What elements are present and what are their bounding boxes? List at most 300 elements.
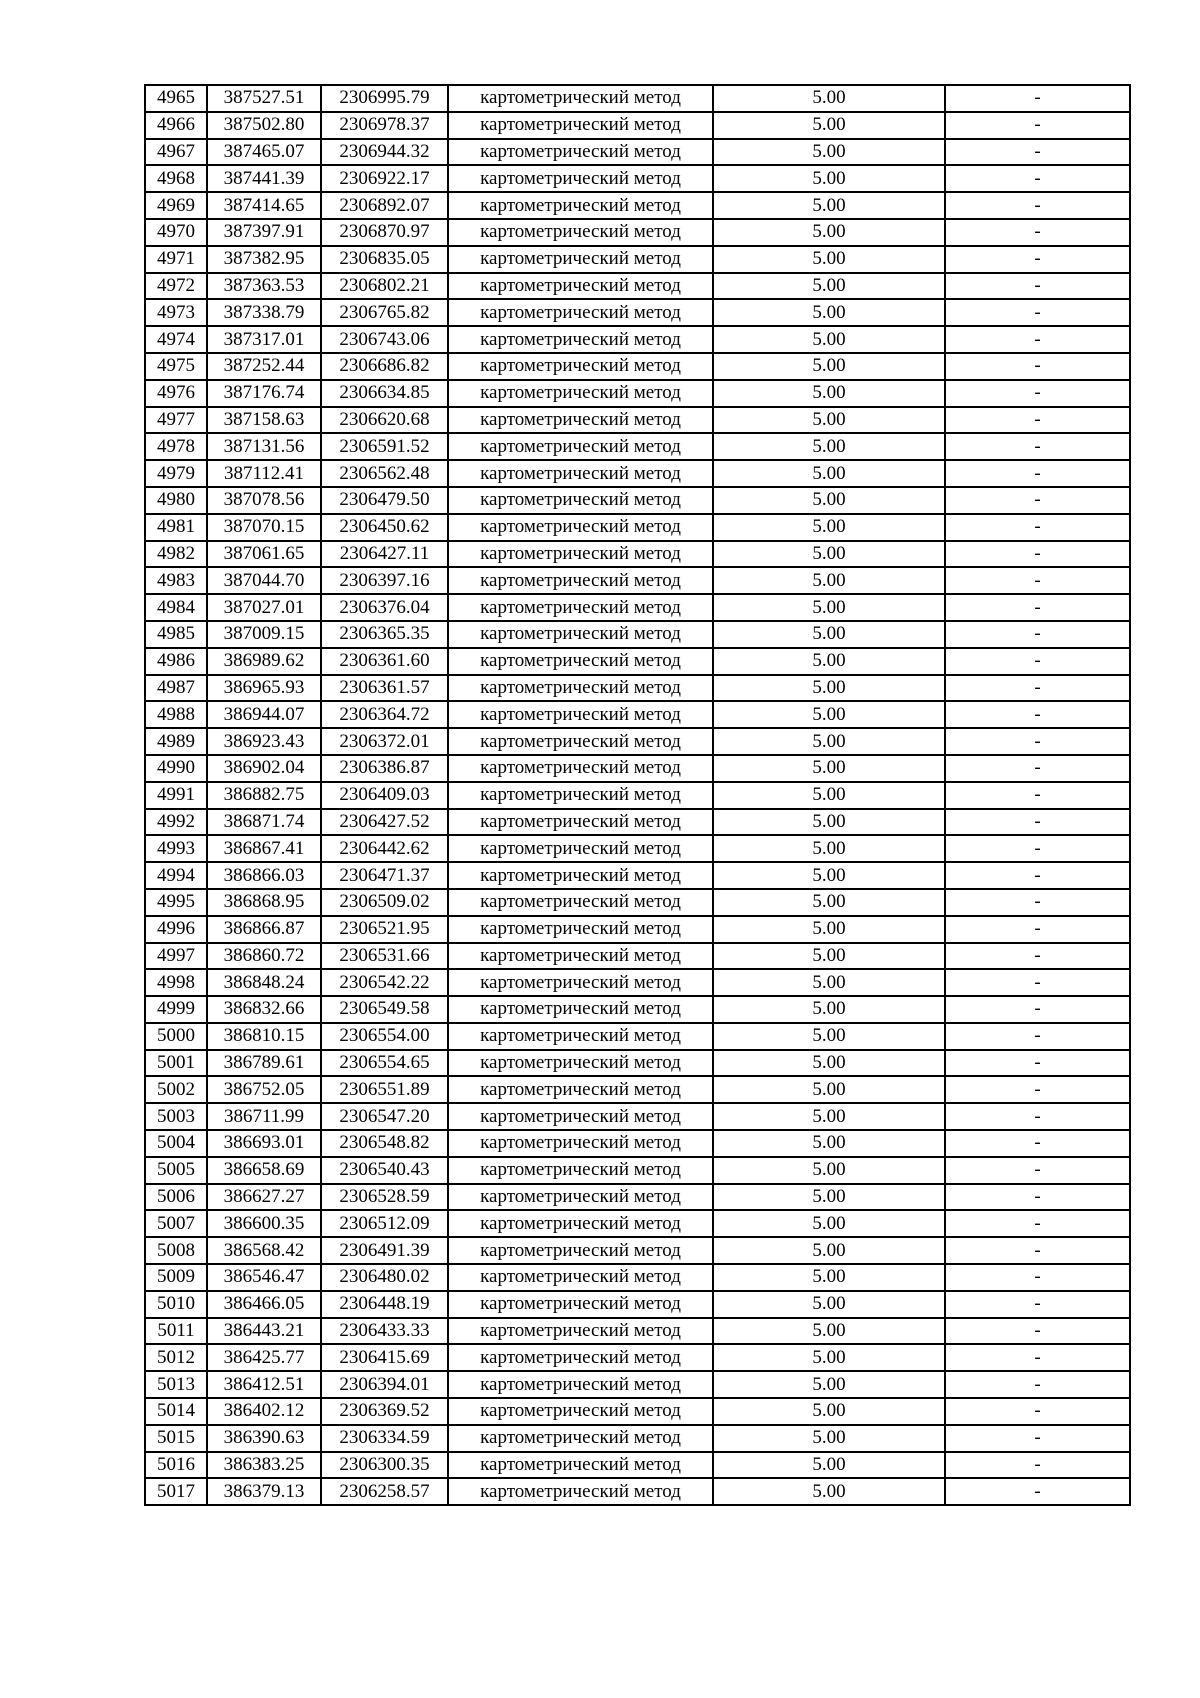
y-coordinate-cell: 2306591.52: [321, 433, 448, 460]
method-cell: картометрический метод: [448, 1210, 713, 1237]
table-row: [145, 1371, 1130, 1398]
y-coordinate-cell: 2306300.35: [321, 1452, 448, 1479]
table-row: [145, 1023, 1130, 1050]
point-number-cell: 4972: [145, 273, 207, 300]
note-cell: -: [945, 165, 1130, 192]
table-row: [145, 675, 1130, 702]
note-cell: -: [945, 219, 1130, 246]
table-row: [145, 1478, 1130, 1505]
accuracy-cell: 5.00: [713, 1344, 945, 1371]
method-cell: картометрический метод: [448, 1184, 713, 1211]
table-row: [145, 407, 1130, 434]
x-coordinate-cell: 387414.65: [207, 192, 321, 219]
accuracy-cell: 5.00: [713, 1157, 945, 1184]
y-coordinate-cell: 2306394.01: [321, 1371, 448, 1398]
point-number-cell: 4993: [145, 835, 207, 862]
accuracy-cell: 5.00: [713, 514, 945, 541]
note-cell: -: [945, 1264, 1130, 1291]
accuracy-cell: 5.00: [713, 1237, 945, 1264]
accuracy-cell: 5.00: [713, 1371, 945, 1398]
accuracy-cell: 5.00: [713, 862, 945, 889]
method-cell: картометрический метод: [448, 219, 713, 246]
table-row: [145, 1184, 1130, 1211]
table-row: [145, 1318, 1130, 1345]
y-coordinate-cell: 2306365.35: [321, 621, 448, 648]
table-row: [145, 246, 1130, 273]
note-cell: -: [945, 862, 1130, 889]
table-row: [145, 701, 1130, 728]
accuracy-cell: 5.00: [713, 246, 945, 273]
point-number-cell: 4994: [145, 862, 207, 889]
point-number-cell: 4991: [145, 782, 207, 809]
table-row: [145, 1103, 1130, 1130]
table-row: [145, 380, 1130, 407]
table-row: [145, 433, 1130, 460]
method-cell: картометрический метод: [448, 1264, 713, 1291]
accuracy-cell: 5.00: [713, 648, 945, 675]
y-coordinate-cell: 2306870.97: [321, 219, 448, 246]
note-cell: -: [945, 246, 1130, 273]
y-coordinate-cell: 2306531.66: [321, 943, 448, 970]
y-coordinate-cell: 2306479.50: [321, 487, 448, 514]
y-coordinate-cell: 2306634.85: [321, 380, 448, 407]
y-coordinate-cell: 2306528.59: [321, 1184, 448, 1211]
method-cell: картометрический метод: [448, 1452, 713, 1479]
accuracy-cell: 5.00: [713, 1425, 945, 1452]
note-cell: -: [945, 1157, 1130, 1184]
x-coordinate-cell: 386402.12: [207, 1398, 321, 1425]
method-cell: картометрический метод: [448, 701, 713, 728]
note-cell: -: [945, 1371, 1130, 1398]
accuracy-cell: 5.00: [713, 433, 945, 460]
y-coordinate-cell: 2306480.02: [321, 1264, 448, 1291]
point-number-cell: 4987: [145, 675, 207, 702]
method-cell: картометрический метод: [448, 1478, 713, 1505]
y-coordinate-cell: 2306765.82: [321, 299, 448, 326]
accuracy-cell: 5.00: [713, 1452, 945, 1479]
table-row: [145, 648, 1130, 675]
x-coordinate-cell: 386546.47: [207, 1264, 321, 1291]
y-coordinate-cell: 2306334.59: [321, 1425, 448, 1452]
table-row: [145, 969, 1130, 996]
y-coordinate-cell: 2306547.20: [321, 1103, 448, 1130]
note-cell: -: [945, 112, 1130, 139]
accuracy-cell: 5.00: [713, 326, 945, 353]
note-cell: -: [945, 1237, 1130, 1264]
note-cell: -: [945, 85, 1130, 112]
y-coordinate-cell: 2306442.62: [321, 835, 448, 862]
table-row: [145, 487, 1130, 514]
accuracy-cell: 5.00: [713, 1076, 945, 1103]
x-coordinate-cell: 387317.01: [207, 326, 321, 353]
method-cell: картометрический метод: [448, 353, 713, 380]
x-coordinate-cell: 386810.15: [207, 1023, 321, 1050]
method-cell: картометрический метод: [448, 755, 713, 782]
table-row: [145, 1076, 1130, 1103]
method-cell: картометрический метод: [448, 675, 713, 702]
x-coordinate-cell: 387061.65: [207, 541, 321, 568]
table-row: [145, 594, 1130, 621]
y-coordinate-cell: 2306554.00: [321, 1023, 448, 1050]
point-number-cell: 4984: [145, 594, 207, 621]
x-coordinate-cell: 386923.43: [207, 728, 321, 755]
method-cell: картометрический метод: [448, 782, 713, 809]
note-cell: -: [945, 1398, 1130, 1425]
table-row: [145, 621, 1130, 648]
point-number-cell: 4979: [145, 460, 207, 487]
note-cell: -: [945, 648, 1130, 675]
point-number-cell: 4970: [145, 219, 207, 246]
x-coordinate-cell: 386882.75: [207, 782, 321, 809]
table-row: [145, 299, 1130, 326]
note-cell: -: [945, 460, 1130, 487]
x-coordinate-cell: 387070.15: [207, 514, 321, 541]
point-number-cell: 4983: [145, 567, 207, 594]
table-row: [145, 1264, 1130, 1291]
table-row: [145, 916, 1130, 943]
y-coordinate-cell: 2306542.22: [321, 969, 448, 996]
accuracy-cell: 5.00: [713, 1210, 945, 1237]
point-number-cell: 4997: [145, 943, 207, 970]
table-row: [145, 273, 1130, 300]
note-cell: -: [945, 514, 1130, 541]
accuracy-cell: 5.00: [713, 273, 945, 300]
note-cell: -: [945, 299, 1130, 326]
accuracy-cell: 5.00: [713, 782, 945, 809]
y-coordinate-cell: 2306415.69: [321, 1344, 448, 1371]
accuracy-cell: 5.00: [713, 1103, 945, 1130]
y-coordinate-cell: 2306554.65: [321, 1050, 448, 1077]
point-number-cell: 4968: [145, 165, 207, 192]
note-cell: -: [945, 1478, 1130, 1505]
note-cell: -: [945, 380, 1130, 407]
x-coordinate-cell: 386860.72: [207, 943, 321, 970]
x-coordinate-cell: 386466.05: [207, 1291, 321, 1318]
y-coordinate-cell: 2306620.68: [321, 407, 448, 434]
method-cell: картометрический метод: [448, 326, 713, 353]
method-cell: картометрический метод: [448, 1344, 713, 1371]
accuracy-cell: 5.00: [713, 969, 945, 996]
y-coordinate-cell: 2306409.03: [321, 782, 448, 809]
point-number-cell: 4992: [145, 809, 207, 836]
method-cell: картометрический метод: [448, 969, 713, 996]
table-row: [145, 1237, 1130, 1264]
method-cell: картометрический метод: [448, 514, 713, 541]
note-cell: -: [945, 809, 1130, 836]
x-coordinate-cell: 387252.44: [207, 353, 321, 380]
point-number-cell: 5014: [145, 1398, 207, 1425]
method-cell: картометрический метод: [448, 299, 713, 326]
accuracy-cell: 5.00: [713, 219, 945, 246]
method-cell: картометрический метод: [448, 487, 713, 514]
accuracy-cell: 5.00: [713, 139, 945, 166]
point-number-cell: 5016: [145, 1452, 207, 1479]
method-cell: картометрический метод: [448, 809, 713, 836]
note-cell: -: [945, 1130, 1130, 1157]
note-cell: -: [945, 835, 1130, 862]
note-cell: -: [945, 1344, 1130, 1371]
x-coordinate-cell: 387044.70: [207, 567, 321, 594]
x-coordinate-cell: 386944.07: [207, 701, 321, 728]
table-row: [145, 219, 1130, 246]
table-row: [145, 326, 1130, 353]
table-row: [145, 862, 1130, 889]
y-coordinate-cell: 2306835.05: [321, 246, 448, 273]
point-number-cell: 5013: [145, 1371, 207, 1398]
point-number-cell: 4999: [145, 996, 207, 1023]
point-number-cell: 5012: [145, 1344, 207, 1371]
x-coordinate-cell: 387397.91: [207, 219, 321, 246]
x-coordinate-cell: 387338.79: [207, 299, 321, 326]
accuracy-cell: 5.00: [713, 353, 945, 380]
method-cell: картометрический метод: [448, 192, 713, 219]
accuracy-cell: 5.00: [713, 809, 945, 836]
accuracy-cell: 5.00: [713, 407, 945, 434]
x-coordinate-cell: 387502.80: [207, 112, 321, 139]
note-cell: -: [945, 567, 1130, 594]
point-number-cell: 5009: [145, 1264, 207, 1291]
y-coordinate-cell: 2306562.48: [321, 460, 448, 487]
accuracy-cell: 5.00: [713, 621, 945, 648]
x-coordinate-cell: 387382.95: [207, 246, 321, 273]
y-coordinate-cell: 2306512.09: [321, 1210, 448, 1237]
x-coordinate-cell: 387112.41: [207, 460, 321, 487]
accuracy-cell: 5.00: [713, 675, 945, 702]
accuracy-cell: 5.00: [713, 1318, 945, 1345]
point-number-cell: 4971: [145, 246, 207, 273]
point-number-cell: 4966: [145, 112, 207, 139]
point-number-cell: 4976: [145, 380, 207, 407]
x-coordinate-cell: 387158.63: [207, 407, 321, 434]
point-number-cell: 5001: [145, 1050, 207, 1077]
y-coordinate-cell: 2306361.57: [321, 675, 448, 702]
note-cell: -: [945, 487, 1130, 514]
y-coordinate-cell: 2306471.37: [321, 862, 448, 889]
table-row: [145, 1130, 1130, 1157]
y-coordinate-cell: 2306450.62: [321, 514, 448, 541]
point-number-cell: 5005: [145, 1157, 207, 1184]
point-number-cell: 5008: [145, 1237, 207, 1264]
x-coordinate-cell: 387176.74: [207, 380, 321, 407]
x-coordinate-cell: 387131.56: [207, 433, 321, 460]
point-number-cell: 4980: [145, 487, 207, 514]
y-coordinate-cell: 2306551.89: [321, 1076, 448, 1103]
point-number-cell: 4978: [145, 433, 207, 460]
accuracy-cell: 5.00: [713, 701, 945, 728]
method-cell: картометрический метод: [448, 85, 713, 112]
accuracy-cell: 5.00: [713, 728, 945, 755]
point-number-cell: 4975: [145, 353, 207, 380]
x-coordinate-cell: 386871.74: [207, 809, 321, 836]
table-row: [145, 192, 1130, 219]
note-cell: -: [945, 1425, 1130, 1452]
x-coordinate-cell: 386425.77: [207, 1344, 321, 1371]
note-cell: -: [945, 594, 1130, 621]
point-number-cell: 4965: [145, 85, 207, 112]
table-row: [145, 541, 1130, 568]
note-cell: -: [945, 1210, 1130, 1237]
y-coordinate-cell: 2306361.60: [321, 648, 448, 675]
note-cell: -: [945, 969, 1130, 996]
table-row: [145, 514, 1130, 541]
note-cell: -: [945, 326, 1130, 353]
x-coordinate-cell: 386866.87: [207, 916, 321, 943]
x-coordinate-cell: 386965.93: [207, 675, 321, 702]
accuracy-cell: 5.00: [713, 567, 945, 594]
y-coordinate-cell: 2306369.52: [321, 1398, 448, 1425]
accuracy-cell: 5.00: [713, 460, 945, 487]
point-number-cell: 4981: [145, 514, 207, 541]
table-row: [145, 1398, 1130, 1425]
accuracy-cell: 5.00: [713, 192, 945, 219]
method-cell: картометрический метод: [448, 1050, 713, 1077]
point-number-cell: 4969: [145, 192, 207, 219]
point-number-cell: 4989: [145, 728, 207, 755]
table-row: [145, 996, 1130, 1023]
table-row: [145, 1344, 1130, 1371]
table-row: [145, 728, 1130, 755]
point-number-cell: 5015: [145, 1425, 207, 1452]
method-cell: картометрический метод: [448, 862, 713, 889]
method-cell: картометрический метод: [448, 1103, 713, 1130]
method-cell: картометрический метод: [448, 728, 713, 755]
y-coordinate-cell: 2306995.79: [321, 85, 448, 112]
note-cell: -: [945, 701, 1130, 728]
point-number-cell: 5000: [145, 1023, 207, 1050]
note-cell: -: [945, 1318, 1130, 1345]
y-coordinate-cell: 2306549.58: [321, 996, 448, 1023]
note-cell: -: [945, 1291, 1130, 1318]
method-cell: картометрический метод: [448, 916, 713, 943]
table-row: [145, 112, 1130, 139]
table-row: [145, 943, 1130, 970]
point-number-cell: 4974: [145, 326, 207, 353]
table-row: [145, 567, 1130, 594]
note-cell: -: [945, 782, 1130, 809]
method-cell: картометрический метод: [448, 567, 713, 594]
method-cell: картометрический метод: [448, 165, 713, 192]
x-coordinate-cell: 386789.61: [207, 1050, 321, 1077]
point-number-cell: 5017: [145, 1478, 207, 1505]
method-cell: картометрический метод: [448, 433, 713, 460]
accuracy-cell: 5.00: [713, 1023, 945, 1050]
table-row: [145, 165, 1130, 192]
accuracy-cell: 5.00: [713, 1050, 945, 1077]
point-number-cell: 4996: [145, 916, 207, 943]
method-cell: картометрический метод: [448, 1318, 713, 1345]
note-cell: -: [945, 889, 1130, 916]
accuracy-cell: 5.00: [713, 1291, 945, 1318]
y-coordinate-cell: 2306802.21: [321, 273, 448, 300]
y-coordinate-cell: 2306743.06: [321, 326, 448, 353]
accuracy-cell: 5.00: [713, 165, 945, 192]
accuracy-cell: 5.00: [713, 1264, 945, 1291]
table-row: [145, 782, 1130, 809]
table-row: [145, 1210, 1130, 1237]
method-cell: картометрический метод: [448, 1398, 713, 1425]
note-cell: -: [945, 192, 1130, 219]
method-cell: картометрический метод: [448, 112, 713, 139]
note-cell: -: [945, 353, 1130, 380]
point-number-cell: 4998: [145, 969, 207, 996]
y-coordinate-cell: 2306944.32: [321, 139, 448, 166]
accuracy-cell: 5.00: [713, 112, 945, 139]
accuracy-cell: 5.00: [713, 1398, 945, 1425]
accuracy-cell: 5.00: [713, 541, 945, 568]
accuracy-cell: 5.00: [713, 835, 945, 862]
point-number-cell: 4988: [145, 701, 207, 728]
method-cell: картометрический метод: [448, 460, 713, 487]
note-cell: -: [945, 1103, 1130, 1130]
y-coordinate-cell: 2306521.95: [321, 916, 448, 943]
y-coordinate-cell: 2306427.11: [321, 541, 448, 568]
point-number-cell: 5006: [145, 1184, 207, 1211]
method-cell: картометрический метод: [448, 407, 713, 434]
accuracy-cell: 5.00: [713, 299, 945, 326]
x-coordinate-cell: 386383.25: [207, 1452, 321, 1479]
x-coordinate-cell: 386443.21: [207, 1318, 321, 1345]
x-coordinate-cell: 387441.39: [207, 165, 321, 192]
method-cell: картометрический метод: [448, 648, 713, 675]
point-number-cell: 4986: [145, 648, 207, 675]
accuracy-cell: 5.00: [713, 916, 945, 943]
x-coordinate-cell: 386658.69: [207, 1157, 321, 1184]
method-cell: картометрический метод: [448, 139, 713, 166]
note-cell: -: [945, 996, 1130, 1023]
accuracy-cell: 5.00: [713, 1184, 945, 1211]
accuracy-cell: 5.00: [713, 380, 945, 407]
accuracy-cell: 5.00: [713, 996, 945, 1023]
y-coordinate-cell: 2306491.39: [321, 1237, 448, 1264]
y-coordinate-cell: 2306892.07: [321, 192, 448, 219]
point-number-cell: 5007: [145, 1210, 207, 1237]
point-number-cell: 4977: [145, 407, 207, 434]
x-coordinate-cell: 386902.04: [207, 755, 321, 782]
method-cell: картометрический метод: [448, 835, 713, 862]
note-cell: -: [945, 755, 1130, 782]
y-coordinate-cell: 2306540.43: [321, 1157, 448, 1184]
x-coordinate-cell: 387465.07: [207, 139, 321, 166]
method-cell: картометрический метод: [448, 380, 713, 407]
table-row: [145, 85, 1130, 112]
accuracy-cell: 5.00: [713, 755, 945, 782]
note-cell: -: [945, 433, 1130, 460]
method-cell: картометрический метод: [448, 943, 713, 970]
note-cell: -: [945, 1452, 1130, 1479]
y-coordinate-cell: 2306397.16: [321, 567, 448, 594]
table-row: [145, 1291, 1130, 1318]
method-cell: картометрический метод: [448, 594, 713, 621]
x-coordinate-cell: 386848.24: [207, 969, 321, 996]
note-cell: -: [945, 407, 1130, 434]
point-number-cell: 4990: [145, 755, 207, 782]
coordinates-table-body: [145, 85, 1130, 1505]
y-coordinate-cell: 2306978.37: [321, 112, 448, 139]
table-row: [145, 353, 1130, 380]
method-cell: картометрический метод: [448, 246, 713, 273]
note-cell: -: [945, 139, 1130, 166]
note-cell: -: [945, 1184, 1130, 1211]
point-number-cell: 5010: [145, 1291, 207, 1318]
x-coordinate-cell: 386832.66: [207, 996, 321, 1023]
coordinates-table: [144, 84, 1131, 1506]
accuracy-cell: 5.00: [713, 1130, 945, 1157]
x-coordinate-cell: 386752.05: [207, 1076, 321, 1103]
point-number-cell: 5002: [145, 1076, 207, 1103]
y-coordinate-cell: 2306364.72: [321, 701, 448, 728]
point-number-cell: 5004: [145, 1130, 207, 1157]
x-coordinate-cell: 386868.95: [207, 889, 321, 916]
